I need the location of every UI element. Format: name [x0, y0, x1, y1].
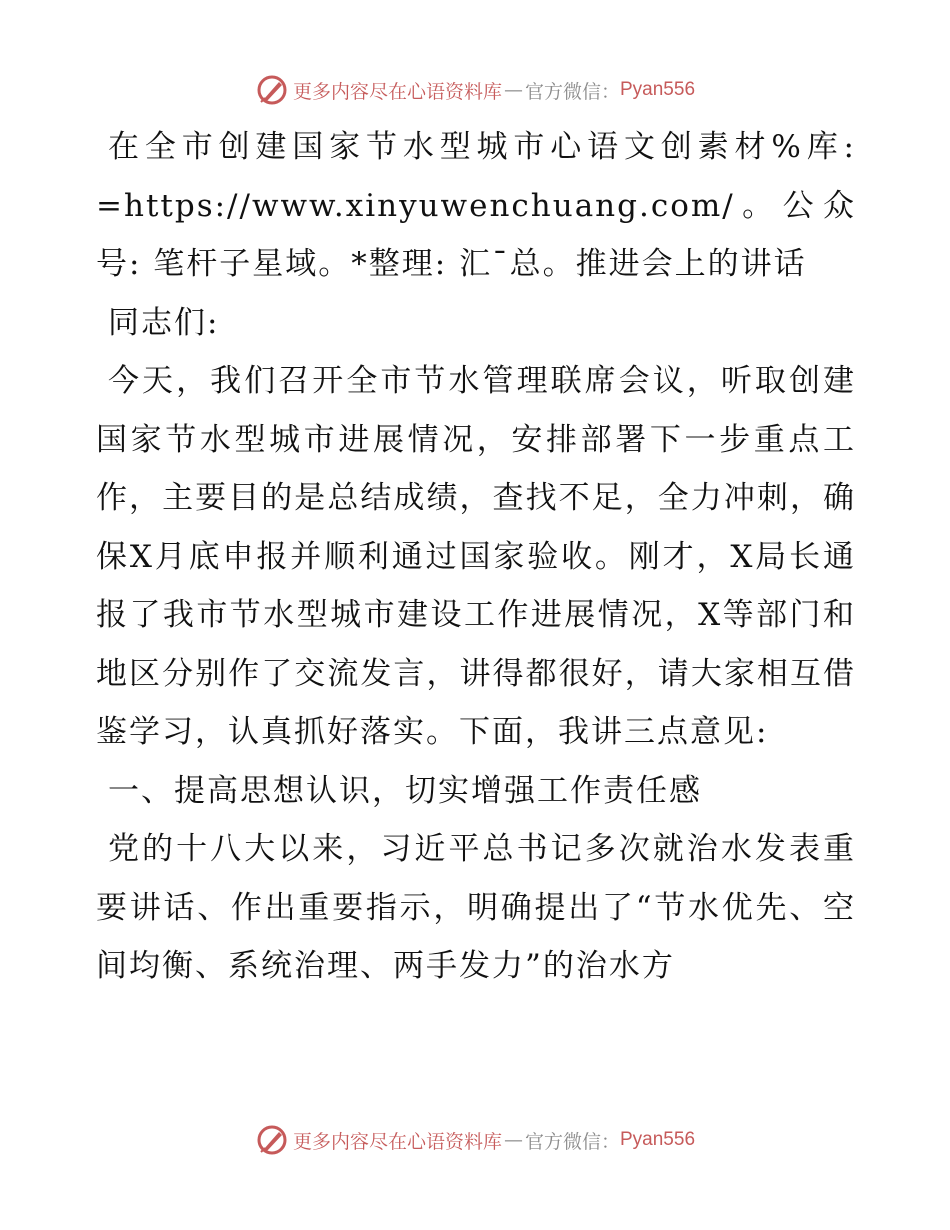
document-body	[96, 118, 856, 996]
quill-logo-icon	[255, 1123, 289, 1157]
watermark-separator: —	[503, 1129, 523, 1151]
watermark-account: Pyan556	[620, 1129, 696, 1150]
watermark-label: 官方微信：	[524, 80, 620, 103]
section-heading-1: 一、提高思想认识，切实增强工作责任感	[108, 772, 702, 809]
header-watermark	[0, 70, 950, 110]
watermark-account: Pyan556	[620, 79, 696, 100]
paragraph-2: 党的十八大以来，习近平总书记多次就治水发表重要讲话、作出重要指示，明确提出了“节水优先、空间均衡、系统治理、两手发力”的治水方	[96, 831, 856, 984]
salutation: 同志们:	[108, 304, 220, 341]
quill-logo-icon	[255, 73, 289, 107]
document-title: 在全市创建国家节水型城市心语文创素材%库: =https://www.xinyuwenchuang.com/。公众号: 笔杆子星域。*整理: 汇¯总。推进会上的讲话	[96, 129, 856, 282]
watermark-text: 更多内容尽在心语资料库	[292, 80, 502, 103]
paragraph-1: 今天，我们召开全市节水管理联席会议，听取创建国家节水型城市进展情况，安排部署下一步重点工作，主要目的是总结成绩，查找不足，全力冲刺，确保X月底申报并顺利通过国家验收。刚才，X局长通报了我市节水型城市建设工作进展情况，X等部门和地区分别作了交流发言，讲得都很好，请大家相互借鉴学习，认真抓好落实。下面，我讲三点意见:	[96, 363, 856, 750]
watermark-separator: —	[503, 79, 523, 101]
footer-watermark	[0, 1120, 950, 1160]
watermark-label: 官方微信：	[524, 1130, 620, 1153]
watermark-text: 更多内容尽在心语资料库	[292, 1130, 502, 1153]
